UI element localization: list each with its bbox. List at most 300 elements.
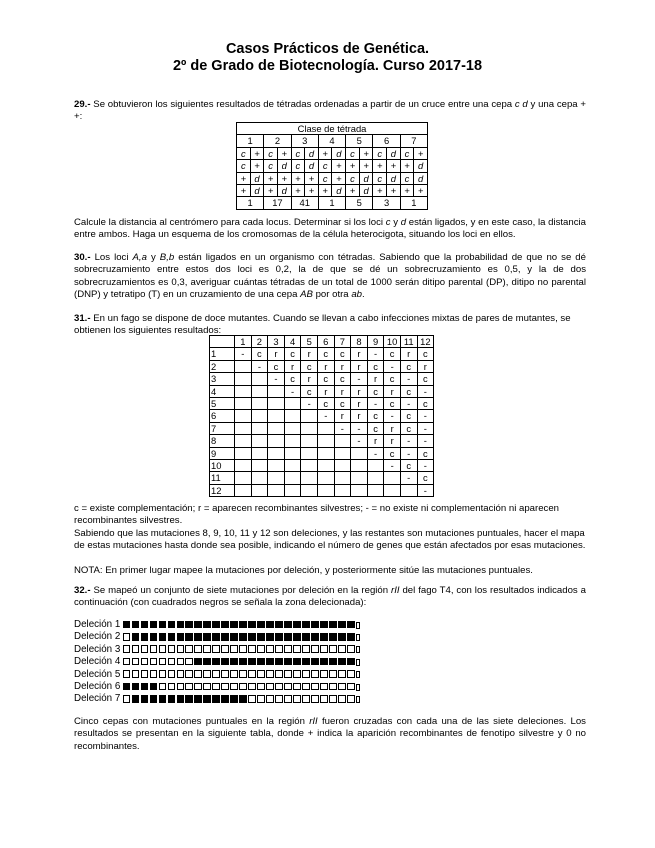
intact-segment (311, 695, 319, 703)
deleted-segment (284, 621, 292, 629)
deleted-segment (248, 633, 256, 641)
tetrad-spore-cell: c (346, 172, 360, 184)
tetrad-count-cell: 41 (291, 197, 318, 209)
tetrad-spore-cell: d (414, 172, 428, 184)
segment-end-cap (356, 671, 360, 678)
tetrad-spore-cell: + (387, 185, 401, 197)
mutant-result-cell: c (334, 373, 351, 385)
tetrad-spore-cell: d (414, 160, 428, 172)
intact-segment (248, 645, 256, 653)
mutant-result-cell: - (334, 422, 351, 434)
intact-segment (275, 645, 283, 653)
mutant-row-label: 9 (210, 447, 235, 459)
tetrad-spore-cell: c (373, 172, 387, 184)
mutant-result-cell (235, 398, 252, 410)
mutant-result-cell: - (235, 348, 252, 360)
intact-segment (203, 645, 211, 653)
intact-segment (329, 695, 337, 703)
deleted-segment (293, 658, 301, 666)
segment-end-cap (356, 696, 360, 703)
intact-segment (150, 670, 158, 678)
tetrad-spore-cell: + (305, 185, 319, 197)
mutant-result-cell: c (400, 460, 417, 472)
deleted-segment (338, 633, 346, 641)
deleted-segment (177, 621, 185, 629)
deleted-segment (185, 695, 193, 703)
mutant-result-cell: - (384, 460, 401, 472)
intact-segment (150, 658, 158, 666)
mutant-result-cell (251, 435, 268, 447)
deleted-segment (203, 633, 211, 641)
intact-segment (239, 670, 247, 678)
intact-segment (159, 645, 167, 653)
mutant-result-cell: r (334, 410, 351, 422)
deleted-segment (347, 658, 355, 666)
deleted-segment (185, 621, 193, 629)
tetrad-spore-cell: d (250, 185, 264, 197)
deleted-segment (132, 683, 140, 691)
intact-segment (320, 670, 328, 678)
tetrad-spore-cell: c (400, 147, 414, 159)
deleted-segment (123, 621, 131, 629)
mutant-result-cell: c (301, 360, 318, 372)
deleted-segment (194, 633, 202, 641)
tetrad-spore-cell: + (250, 160, 264, 172)
mutant-row-label: 11 (210, 472, 235, 484)
deleted-segment (266, 633, 274, 641)
mutant-result-cell (235, 472, 252, 484)
intact-segment (329, 683, 337, 691)
mutant-result-cell (235, 447, 252, 459)
mutant-result-cell: c (367, 410, 384, 422)
mutant-row (210, 410, 434, 422)
mutant-column-header: 1 (235, 336, 252, 348)
mutant-result-cell (235, 385, 252, 397)
mutant-result-cell (235, 410, 252, 422)
intact-segment (185, 683, 193, 691)
tetrad-spore-cell: + (387, 160, 401, 172)
segment-end-cap (356, 622, 360, 629)
mutant-column-header: 4 (284, 336, 301, 348)
mutant-result-cell: r (284, 360, 301, 372)
deleted-segment (141, 621, 149, 629)
tetrad-spore-cell: d (359, 185, 373, 197)
intact-segment (123, 670, 131, 678)
mutant-result-cell: c (268, 360, 285, 372)
mutant-result-cell: c (284, 373, 301, 385)
mutant-result-cell (235, 373, 252, 385)
intact-segment (159, 670, 167, 678)
tetrad-spore-cell: + (277, 172, 291, 184)
tetrad-count-cell: 17 (264, 197, 291, 209)
intact-segment (185, 658, 193, 666)
intact-segment (257, 695, 265, 703)
mutant-result-cell (367, 472, 384, 484)
tetrad-spore-cell: + (318, 185, 332, 197)
deleted-segment (221, 658, 229, 666)
problem-31-legend: c = existe complementación; r = aparecen recombinantes silvestres; - = no existe ni complementación ni aparecen recombinantes silvestres. (74, 503, 559, 527)
intact-segment (338, 670, 346, 678)
deletion-segment-bar (122, 631, 361, 643)
deleted-segment (185, 633, 193, 641)
mutant-result-cell: r (301, 348, 318, 360)
deleted-segment (293, 633, 301, 641)
deleted-segment (257, 658, 265, 666)
mutant-result-cell (301, 472, 318, 484)
mutant-result-cell (251, 410, 268, 422)
mutant-result-cell: r (384, 435, 401, 447)
intact-segment (177, 645, 185, 653)
deleted-segment (230, 633, 238, 641)
mutant-column-header: 6 (317, 336, 334, 348)
mutant-row (210, 360, 434, 372)
intact-segment (168, 670, 176, 678)
mutant-row-label: 12 (210, 484, 235, 496)
mutant-row (210, 373, 434, 385)
mutant-result-cell (268, 447, 285, 459)
intact-segment (302, 645, 310, 653)
intact-segment (177, 683, 185, 691)
deleted-segment (248, 658, 256, 666)
intact-segment (230, 683, 238, 691)
intact-segment (347, 670, 355, 678)
intact-segment (123, 645, 131, 653)
mutant-row-label: 2 (210, 360, 235, 372)
tetrad-spore-cell: + (400, 160, 414, 172)
deletion-segment-bar (122, 681, 361, 693)
problem-31-note: NOTA: En primer lugar mapee la mutaciones por deleción, y posteriormente sitúe las mutaciones puntuales. (74, 565, 533, 576)
mutant-result-cell (251, 398, 268, 410)
mutant-result-cell (334, 447, 351, 459)
mutant-result-cell (268, 435, 285, 447)
mutant-column-header: 5 (301, 336, 318, 348)
deletion-label: Deleción 7 (74, 693, 121, 705)
tetrad-count-cell: 1 (400, 197, 427, 209)
intact-segment (293, 670, 301, 678)
mutant-result-cell: - (268, 373, 285, 385)
tetrad-class-header: 6 (373, 135, 400, 147)
intact-segment (212, 683, 220, 691)
deleted-segment (177, 633, 185, 641)
mutant-row (210, 484, 434, 496)
mutant-result-cell (284, 410, 301, 422)
mutant-result-cell (384, 484, 401, 496)
intact-segment (347, 695, 355, 703)
mutant-result-cell: - (417, 435, 434, 447)
deleted-segment (320, 633, 328, 641)
mutant-result-cell (251, 484, 268, 496)
mutant-result-cell: c (417, 373, 434, 385)
mutant-result-cell (301, 410, 318, 422)
mutant-result-cell: r (367, 435, 384, 447)
intact-segment (320, 645, 328, 653)
mutant-corner-cell (210, 336, 235, 348)
mutant-result-cell: r (351, 385, 368, 397)
deleted-segment (275, 658, 283, 666)
intact-segment (248, 695, 256, 703)
intact-segment (338, 683, 346, 691)
intact-segment (239, 683, 247, 691)
tetrad-spore-cell: + (346, 160, 360, 172)
mutant-result-cell (268, 385, 285, 397)
mutant-result-cell: - (367, 348, 384, 360)
deleted-segment (257, 621, 265, 629)
deleted-segment (123, 683, 131, 691)
deleted-segment (150, 683, 158, 691)
mutant-column-header: 2 (251, 336, 268, 348)
intact-segment (302, 695, 310, 703)
mutant-result-cell: - (351, 422, 368, 434)
deletion-label: Deleción 6 (74, 681, 121, 692)
intact-segment (132, 658, 140, 666)
deletion-row (74, 631, 361, 643)
intact-segment (168, 683, 176, 691)
mutant-result-cell (268, 472, 285, 484)
mutant-result-cell: - (251, 360, 268, 372)
tetrad-table-title: Clase de tétrada (237, 123, 428, 135)
mutant-result-cell: c (417, 348, 434, 360)
intact-segment (168, 645, 176, 653)
deleted-segment (302, 633, 310, 641)
mutant-result-cell (301, 435, 318, 447)
mutant-result-cell (251, 385, 268, 397)
tetrad-spore-cell: c (264, 147, 278, 159)
mutant-result-cell: c (317, 373, 334, 385)
deleted-segment (212, 695, 220, 703)
deleted-segment (168, 633, 176, 641)
intact-segment (257, 670, 265, 678)
mutant-result-cell: r (334, 385, 351, 397)
deleted-segment (311, 658, 319, 666)
mutant-result-cell: - (367, 447, 384, 459)
tetrad-spore-cell: + (346, 185, 360, 197)
mutant-result-cell (301, 447, 318, 459)
mutant-row (210, 398, 434, 410)
mutant-result-cell: c (400, 385, 417, 397)
deleted-segment (168, 695, 176, 703)
tetrad-count-cell: 3 (373, 197, 400, 209)
deleted-segment (302, 658, 310, 666)
mutant-row (210, 447, 434, 459)
mutant-column-header: 3 (268, 336, 285, 348)
mutant-result-cell (268, 410, 285, 422)
problem-30-number: 30.- (74, 252, 91, 263)
mutant-result-cell: - (351, 373, 368, 385)
tetrad-class-header: 1 (237, 135, 264, 147)
intact-segment (266, 670, 274, 678)
tetrad-spore-row (237, 185, 428, 197)
tetrad-spore-cell: d (387, 147, 401, 159)
tetrad-spore-cell: + (237, 185, 251, 197)
mutant-result-cell (317, 422, 334, 434)
deletion-row (74, 656, 361, 668)
tetrad-spore-cell: c (291, 147, 305, 159)
mutant-row-label: 5 (210, 398, 235, 410)
mutant-result-cell: r (334, 360, 351, 372)
intact-segment (194, 645, 202, 653)
deleted-segment (293, 621, 301, 629)
tetrad-spore-cell: + (305, 172, 319, 184)
mutant-result-cell: r (351, 410, 368, 422)
problem-30-text: 30.- Los loci A,a y B,b están ligados en un organismo con tétradas. Sabiendo que la probabilidad de que no se dé sobrecruzamiento entre estos dos loci es 0,2, la de que se dé un sobrecruzamiento es 0,5, y la de dos sobrecruzamientos es 0,3, averiguar cuántas tétradas de un total de 1000 serán ditipo parental (DP), ditipo no parental (DNP) y tetratipo (T) en un cruzamiento de una cepa AB por otra ab. (74, 252, 586, 301)
mutant-result-cell (235, 435, 252, 447)
mutant-result-cell (251, 447, 268, 459)
tetrad-spore-cell: c (346, 147, 360, 159)
mutant-result-cell: - (400, 447, 417, 459)
tetrad-spore-cell: d (277, 185, 291, 197)
deleted-segment (347, 621, 355, 629)
problem-31-instructions: Sabiendo que las mutaciones 8, 9, 10, 11 y 12 son deleciones, y las restantes son mutaciones puntuales, hacer el mapa de estas mutaciones hasta donde sea posible, indicando el número de genes que están afectados por esas mutaciones. (74, 528, 586, 552)
deleted-segment (150, 621, 158, 629)
intact-segment (221, 670, 229, 678)
deleted-segment (141, 683, 149, 691)
intact-segment (284, 695, 292, 703)
mutant-result-cell: c (400, 410, 417, 422)
deleted-segment (347, 633, 355, 641)
mutant-result-cell (284, 447, 301, 459)
intact-segment (177, 670, 185, 678)
mutant-result-cell (268, 398, 285, 410)
tetrad-count-cell: 1 (318, 197, 345, 209)
mutant-result-cell (251, 422, 268, 434)
mutant-result-cell (351, 460, 368, 472)
intact-segment (203, 670, 211, 678)
mutant-result-cell (251, 472, 268, 484)
deletion-row (74, 681, 361, 693)
mutant-row-label: 3 (210, 373, 235, 385)
mutant-result-cell (284, 398, 301, 410)
mutant-result-cell: c (400, 422, 417, 434)
mutant-result-cell: r (417, 360, 434, 372)
tetrad-spore-cell: c (400, 172, 414, 184)
intact-segment (123, 658, 131, 666)
intact-segment (347, 683, 355, 691)
tetrad-spore-cell: + (359, 160, 373, 172)
mutant-result-cell: r (317, 360, 334, 372)
deleted-segment (159, 621, 167, 629)
tetrad-table (236, 122, 428, 210)
intact-segment (123, 633, 131, 641)
deleted-segment (203, 695, 211, 703)
intact-segment (320, 695, 328, 703)
mutant-result-cell: c (417, 398, 434, 410)
mutant-result-cell (284, 435, 301, 447)
tetrad-spore-cell: + (400, 185, 414, 197)
mutant-row-label: 10 (210, 460, 235, 472)
mutant-result-cell (235, 484, 252, 496)
mutant-result-cell (367, 460, 384, 472)
tetrad-spore-cell: + (373, 185, 387, 197)
intact-segment (302, 683, 310, 691)
intact-segment (185, 670, 193, 678)
intact-segment (150, 645, 158, 653)
deletion-segment-bar (122, 693, 361, 705)
mutant-result-cell (367, 484, 384, 496)
intact-segment (320, 683, 328, 691)
problem-32-closing: Cinco cepas con mutaciones puntuales en la región rII fueron cruzadas con cada una de las siete deleciones. Los resultados se presentan en la siguiente tabla, donde + indica la aparición recombinantes de fenotipo silvestre y 0 no recombinantes. (74, 716, 586, 752)
tetrad-spore-cell: + (264, 172, 278, 184)
deleted-segment (132, 633, 140, 641)
deleted-segment (212, 621, 220, 629)
deleted-segment (221, 621, 229, 629)
mutant-column-header: 11 (400, 336, 417, 348)
tetrad-spore-cell: c (237, 147, 251, 159)
deletion-row (74, 619, 361, 631)
mutant-result-cell: r (317, 385, 334, 397)
intact-segment (266, 695, 274, 703)
deleted-segment (221, 633, 229, 641)
intact-segment (212, 670, 220, 678)
mutant-result-cell (301, 422, 318, 434)
mutant-result-cell: r (268, 348, 285, 360)
mutant-result-cell: - (400, 472, 417, 484)
intact-segment (275, 683, 283, 691)
deletion-label: Deleción 4 (74, 656, 121, 668)
deleted-segment (194, 658, 202, 666)
mutant-result-cell: - (301, 398, 318, 410)
mutant-result-cell (268, 422, 285, 434)
intact-segment (239, 645, 247, 653)
intact-segment (284, 670, 292, 678)
mutant-result-cell (317, 460, 334, 472)
tetrad-spore-cell: d (305, 160, 319, 172)
segment-end-cap (356, 646, 360, 653)
tetrad-spore-row (237, 147, 428, 159)
tetrad-spore-cell: + (237, 172, 251, 184)
intact-segment (212, 645, 220, 653)
intact-segment (257, 683, 265, 691)
deletion-segment-bar (122, 619, 361, 631)
mutant-result-cell: c (417, 472, 434, 484)
mutant-result-cell: - (417, 385, 434, 397)
mutant-result-cell: c (334, 348, 351, 360)
intact-segment (284, 645, 292, 653)
intact-segment (194, 683, 202, 691)
deleted-segment (141, 633, 149, 641)
intact-segment (293, 645, 301, 653)
mutant-result-cell (301, 484, 318, 496)
mutant-result-cell: r (301, 373, 318, 385)
tetrad-spore-cell: + (291, 185, 305, 197)
deletion-row (74, 669, 361, 681)
intact-segment (141, 670, 149, 678)
mutant-result-cell: c (317, 398, 334, 410)
deleted-segment (203, 621, 211, 629)
intact-segment (248, 670, 256, 678)
deletion-label: Deleción 3 (74, 643, 121, 655)
segment-end-cap (356, 684, 360, 691)
deleted-segment (329, 621, 337, 629)
mutant-result-cell (351, 447, 368, 459)
mutant-result-cell: c (417, 447, 434, 459)
deletion-segment-bar (122, 669, 361, 681)
intact-segment (302, 670, 310, 678)
tetrad-count-row (237, 197, 428, 209)
intact-segment (141, 645, 149, 653)
mutant-row (210, 348, 434, 360)
intact-segment (275, 670, 283, 678)
mutant-row (210, 435, 434, 447)
intact-segment (230, 670, 238, 678)
deleted-segment (239, 633, 247, 641)
tetrad-spore-cell: + (373, 160, 387, 172)
tetrad-spore-cell: + (291, 172, 305, 184)
deleted-segment (132, 621, 140, 629)
mutant-result-cell: - (384, 410, 401, 422)
tetrad-class-header: 2 (264, 135, 291, 147)
intact-segment (311, 670, 319, 678)
mutant-row (210, 385, 434, 397)
